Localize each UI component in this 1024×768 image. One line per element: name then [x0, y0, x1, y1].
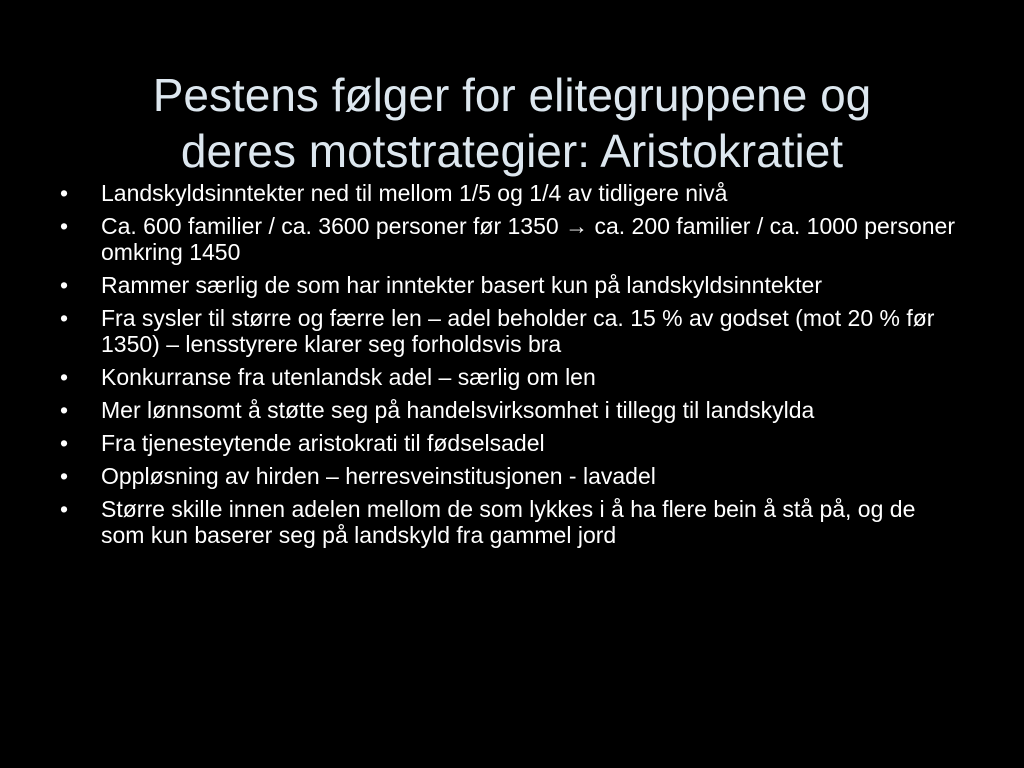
bullet-marker: • — [60, 305, 69, 331]
bullet-marker: • — [60, 180, 69, 206]
bullet-text: Konkurranse fra utenlandsk adel – særlig om len — [101, 364, 596, 390]
bullet-text: Fra sysler til større og færre len – adel beholder ca. 15 % av godset (mot 20 % før 1350) – lensstyrere klarer seg forholdsvis bra — [101, 305, 935, 357]
bullet-item — [60, 180, 960, 206]
bullet-text: Oppløsning av hirden – herresveinstitusjonen - lavadel — [101, 463, 656, 489]
bullet-text: Landskyldsinntekter ned til mellom 1/5 og 1/4 av tidligere nivå — [101, 180, 728, 206]
bullet-item — [60, 496, 960, 548]
bullet-list — [60, 180, 960, 555]
bullet-text: Mer lønnsomt å støtte seg på handelsvirksomhet i tillegg til landskylda — [101, 397, 815, 423]
bullet-item — [60, 305, 960, 357]
bullet-text: Større skille innen adelen mellom de som lykkes i å ha flere bein å stå på, og de som kun baserer seg på landskyld fra gammel jord — [101, 496, 916, 548]
slide-title-line-1: Pestens følger for elitegruppene og — [152, 68, 872, 121]
bullet-item — [60, 213, 960, 265]
bullet-item — [60, 364, 960, 390]
bullet-marker: • — [60, 463, 69, 489]
bullet-text: Rammer særlig de som har inntekter basert kun på landskyldsinntekter — [101, 272, 822, 298]
bullet-marker: • — [60, 364, 69, 390]
bullet-marker: • — [60, 397, 69, 423]
bullet-item — [60, 272, 960, 298]
bullet-marker: • — [60, 496, 69, 522]
bullet-marker: • — [60, 213, 69, 239]
bullet-text: Ca. 600 familier / ca. 3600 personer før 1350 → ca. 200 familier / ca. 1000 personer omkring 1450 — [101, 213, 955, 265]
bullet-item — [60, 430, 960, 456]
bullet-marker: • — [60, 430, 69, 456]
bullet-marker: • — [60, 272, 69, 298]
bullet-item — [60, 397, 960, 423]
bullet-item — [60, 463, 960, 489]
bullet-text: Fra tjenesteytende aristokrati til fødselsadel — [101, 430, 545, 456]
slide-title-line-2: deres motstrategier: Aristokratiet — [180, 124, 844, 177]
slide-title — [40, 67, 984, 179]
